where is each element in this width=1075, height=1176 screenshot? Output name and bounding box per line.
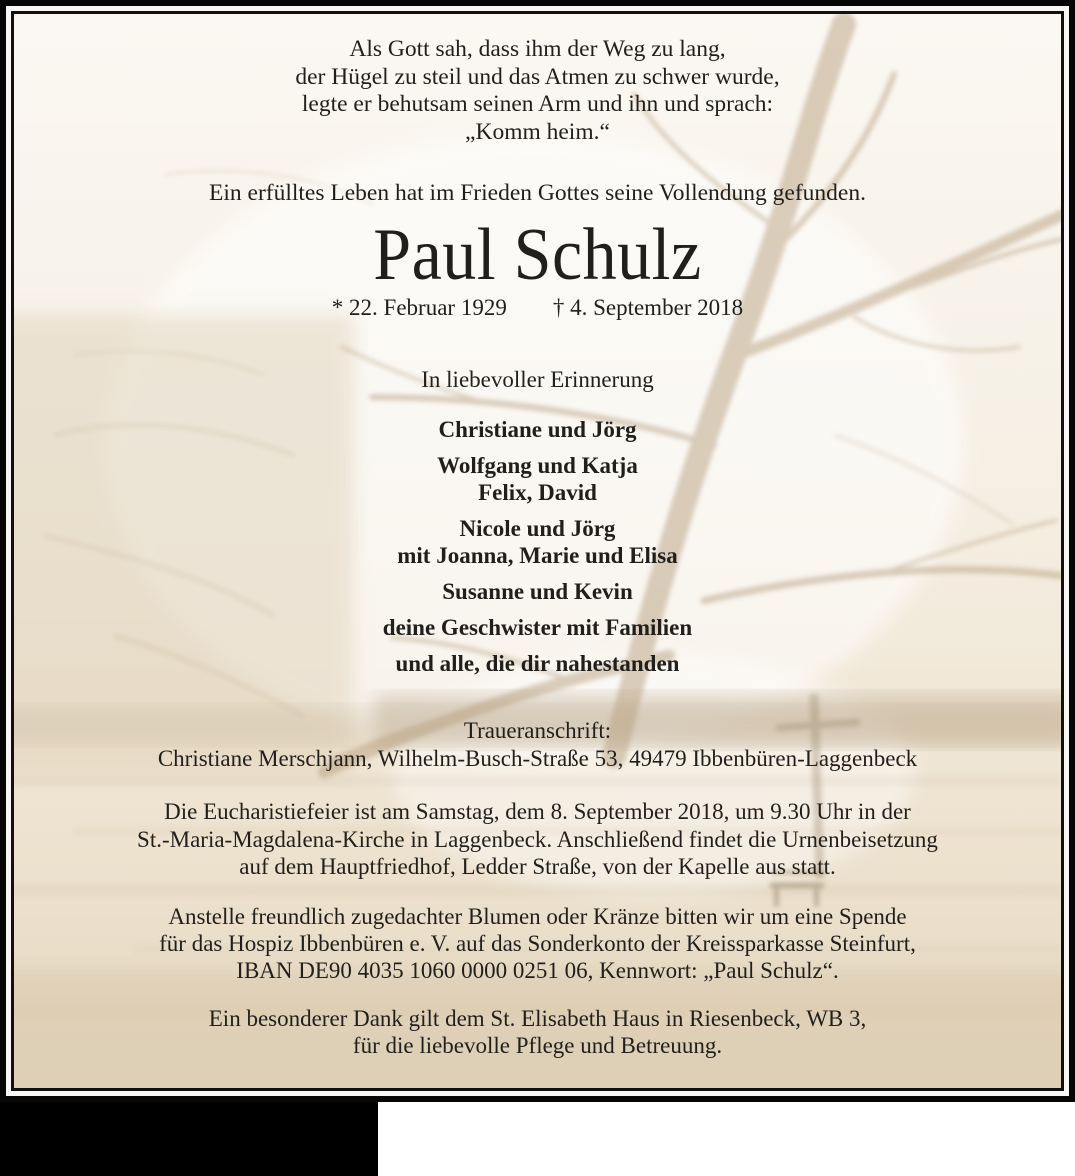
bottom-black-block bbox=[0, 1102, 378, 1176]
address-line: Christiane Merschjann, Wilhelm-Busch-Straße 53, 49479 Ibbenbüren-Laggenbeck bbox=[157, 746, 918, 771]
mourner-group bbox=[14, 650, 1061, 677]
poem-line: „Komm heim.“ bbox=[465, 118, 610, 145]
mourning-address bbox=[14, 717, 1061, 773]
donation-line: für das Hospiz Ibbenbüren e. V. auf das Sonderkonto der Kreissparkasse Steinfurt, bbox=[159, 931, 916, 956]
service-line: Die Eucharistiefeier ist am Samstag, dem 8. September 2018, um 9.30 Uhr in der bbox=[164, 799, 911, 824]
mourner-line: Nicole und Jörg bbox=[459, 516, 616, 541]
service-line: St.-Maria-Magdalena-Kirche in Laggenbeck. Anschließend findet die Urnenbeisetzung bbox=[137, 826, 938, 852]
thanks-line: für die liebevolle Pflege und Betreuung. bbox=[352, 1033, 723, 1058]
opening-poem bbox=[14, 36, 1061, 146]
card-frame-inner bbox=[11, 11, 1064, 1091]
remembrance-line: In liebevoller Erinnerung bbox=[421, 367, 654, 392]
thanks-line: Ein besonderer Dank gilt dem St. Elisabeth Haus in Riesenbeck, WB 3, bbox=[208, 1006, 867, 1031]
mourner-line: mit Joanna, Marie und Elisa bbox=[397, 543, 678, 568]
mourner-group bbox=[14, 578, 1061, 605]
mourner-group bbox=[14, 452, 1061, 506]
mourner-group bbox=[14, 614, 1061, 641]
service-line: auf dem Hauptfriedhof, Ledder Straße, von der Kapelle aus statt. bbox=[239, 854, 836, 879]
mourner-line: deine Geschwister mit Familien bbox=[382, 615, 693, 640]
thanks-paragraph bbox=[14, 1005, 1061, 1059]
mourner-line: Felix, David bbox=[478, 480, 597, 505]
mourner-line: Wolfgang und Katja bbox=[437, 453, 638, 478]
life-dates bbox=[14, 294, 1061, 321]
service-paragraph bbox=[14, 798, 1061, 881]
mourner-line: und alle, die dir nahestanden bbox=[395, 651, 680, 676]
mourner-group bbox=[14, 416, 1061, 443]
mourner-line: Christiane und Jörg bbox=[438, 417, 637, 442]
mourner-line: Susanne und Kevin bbox=[442, 579, 633, 604]
poem-line: Als Gott sah, dass ihm der Weg zu lang, bbox=[349, 36, 726, 62]
mourners-list bbox=[14, 416, 1061, 686]
death-date: † 4. September 2018 bbox=[552, 295, 744, 320]
intro-line: Ein erfülltes Leben hat im Frieden Gottes seine Vollendung gefunden. bbox=[209, 180, 866, 206]
deceased-name: Paul Schulz bbox=[373, 214, 702, 296]
donation-paragraph bbox=[14, 903, 1061, 984]
obituary-text bbox=[14, 14, 1061, 1088]
address-label: Traueranschrift: bbox=[463, 718, 612, 743]
birth-date: * 22. Februar 1929 bbox=[331, 295, 507, 320]
donation-line: Anstelle freundlich zugedachter Blumen oder Kränze bitten wir um eine Spende bbox=[168, 904, 907, 929]
poem-line: der Hügel zu steil und das Atmen zu schwer wurde, bbox=[295, 63, 780, 90]
donation-line: IBAN DE90 4035 1060 0000 0251 06, Kennwort: „Paul Schulz“. bbox=[236, 958, 839, 983]
poem-line: legte er behutsam seinen Arm und ihn und sprach: bbox=[301, 91, 774, 117]
mourner-group bbox=[14, 515, 1061, 569]
card-frame-stripe bbox=[6, 6, 1069, 1096]
